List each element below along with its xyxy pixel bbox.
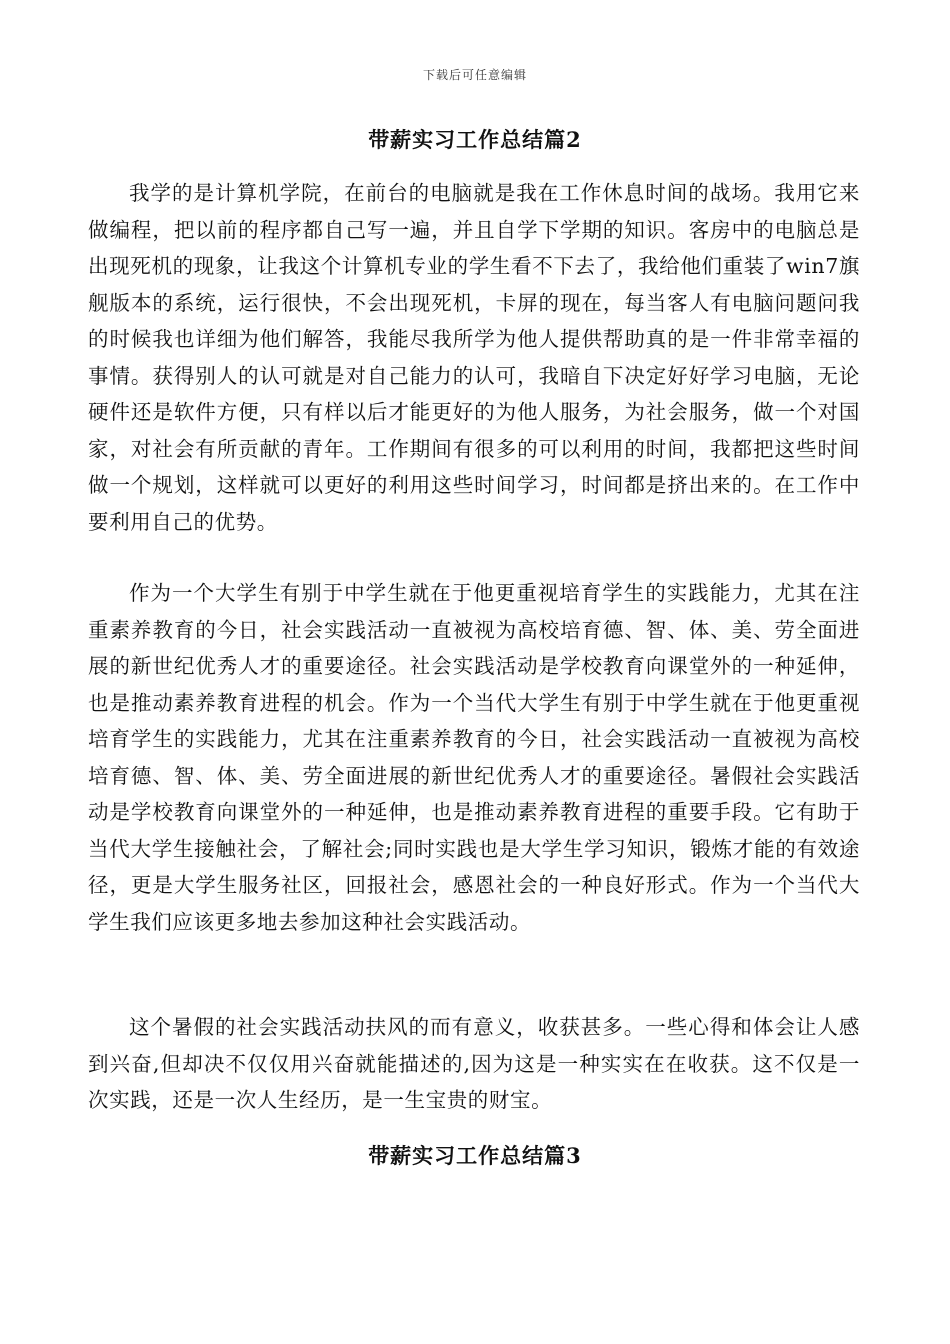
body-paragraph: 这个暑假的社会实践活动扶风的而有意义，收获甚多。一些心得和体会让人感到兴奋,但却决不仅仅用兴奋就能描述的,因为这是一种实实在在收获。这不仅是一次实践，还是一次人生经历，是一生宝贵的财宝。 [88,1015,860,1112]
page-header-note: 下载后可任意编辑 [422,68,527,82]
body-paragraph: 作为一个大学生有别于中学生就在于他更重视培育学生的实践能力，尤其在注重素养教育的今日，社会实践活动一直被视为高校培育德、智、体、美、劳全面进展的新世纪优秀人才的重要途径。社会实践活动是学校教育向课堂外的一种延伸，也是推动素养教育进程的机会。作为一个当代大学生有别于中学生就在于他更重视培育学生的实践能力，尤其在注重素养教育的今日，社会实践活动一直被视为高校培育德、智、体、美、劳全面进展的新世纪优秀人才的重要途径。暑假社会实践活动是学校教育向课堂外的一种延伸，也是推动素养教育进程的重要手段。它有助于当代大学生接触社会，了解社会;同时实践也是大学生学习知识，锻炼才能的有效途径，更是大学生服务社区，回报社会，感恩社会的一种良好形式。作为一个当代大学生我们应该更多地去参加这种社会实践活动。 [88,581,860,934]
section-title: 带薪实习工作总结篇2 [368,127,582,152]
body-paragraph: 我学的是计算机学院，在前台的电脑就是我在工作休息时间的战场。我用它来做编程，把以前的程序都自己写一遍，并且自学下学期的知识。客房中的电脑总是出现死机的现象，让我这个计算机专业的学生看不下去了，我给他们重装了win7旗舰版本的系统，运行很快，不会出现死机，卡屏的现在，每当客人有电脑问题问我的时候我也详细为他们解答，我能尽我所学为他人提供帮助真的是一件非常幸福的事情。获得别人的认可就是对自己能力的认可，我暗自下决定好好学习电脑，无论硬件还是软件方便，只有样以后才能更好的为他人服务，为社会服务，做一个对国家，对社会有所贡献的青年。工作期间有很多的可以利用的时间，我都把这些时间做一个规划，这样就可以更好的利用这些时间学习，时间都是挤出来的。在工作中要利用自己的优势。 [88,181,860,534]
section-title: 带薪实习工作总结篇3 [368,1143,582,1168]
